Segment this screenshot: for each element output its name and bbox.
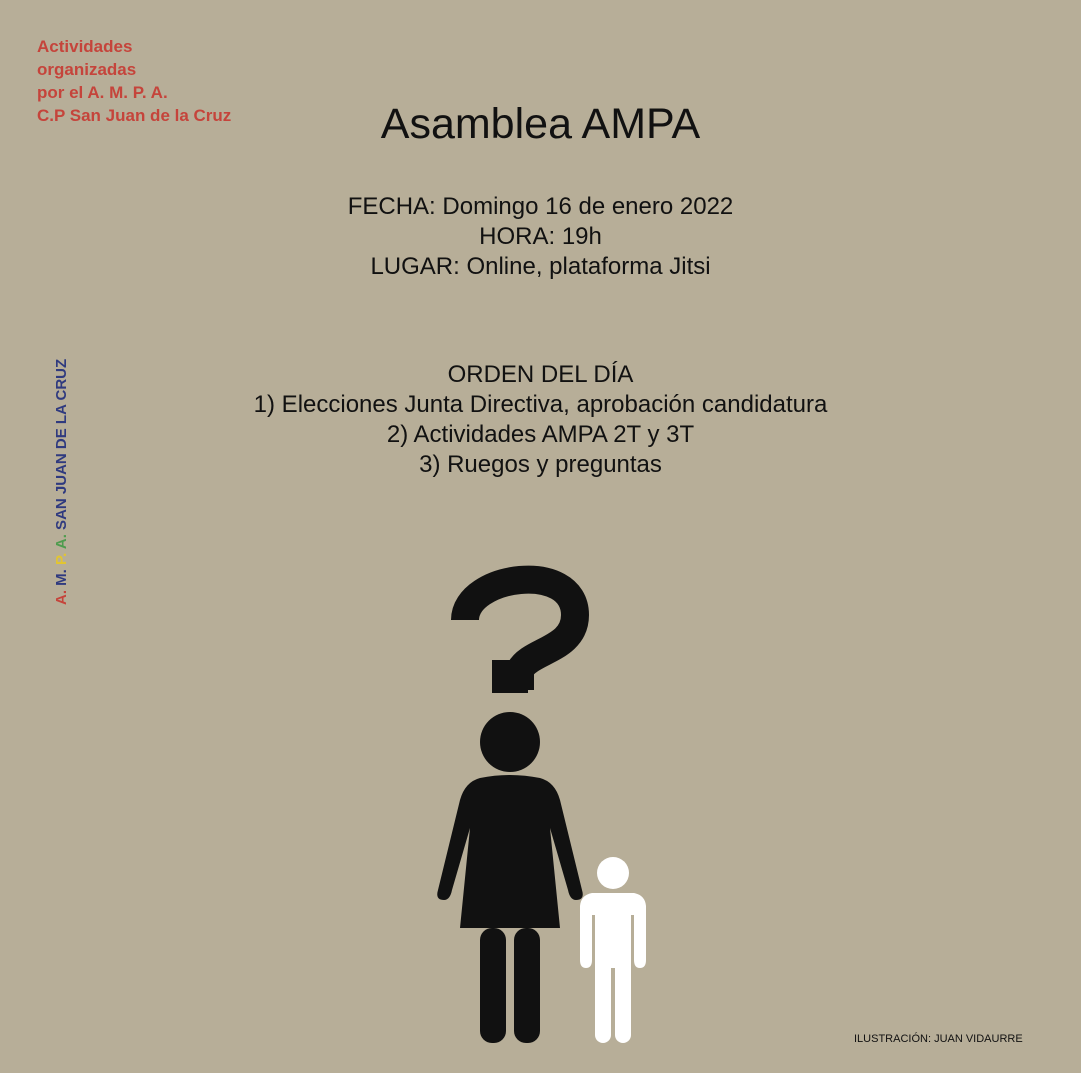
side-label-m: M. xyxy=(53,569,70,586)
poster-title: Asamblea AMPA xyxy=(380,100,701,148)
illustration xyxy=(420,550,660,1050)
event-time: HORA: 19h xyxy=(479,223,602,250)
side-label xyxy=(53,359,70,605)
organizer-line: organizadas xyxy=(37,60,137,79)
adult-woman-icon xyxy=(437,712,583,1043)
child-icon xyxy=(580,857,646,1043)
organizer-line: C.P San Juan de la Cruz xyxy=(37,106,232,125)
illustration-credit: ILUSTRACIÓN: JUAN VIDAURRE xyxy=(854,1033,1023,1045)
agenda xyxy=(0,360,1081,480)
side-label-a2: A. xyxy=(53,534,70,550)
side-label-name: SAN JUAN DE LA CRUZ xyxy=(53,358,70,530)
event-date: FECHA: Domingo 16 de enero 2022 xyxy=(347,193,734,220)
agenda-item: 3) Ruegos y preguntas xyxy=(419,451,662,478)
agenda-item: 1) Elecciones Junta Directiva, aprobación candidatura xyxy=(253,391,828,418)
agenda-heading: ORDEN DEL DÍA xyxy=(447,361,634,388)
organizer-line: Actividades xyxy=(37,37,133,56)
organizer-line: por el A. M. P. A. xyxy=(37,83,168,102)
question-mark-icon xyxy=(465,580,575,693)
event-details xyxy=(0,192,1081,282)
event-location: LUGAR: Online, plataforma Jitsi xyxy=(370,253,711,280)
agenda-item: 2) Actividades AMPA 2T y 3T xyxy=(386,421,695,448)
side-label-a: A. xyxy=(53,590,70,605)
side-label-p: P. xyxy=(53,552,70,565)
